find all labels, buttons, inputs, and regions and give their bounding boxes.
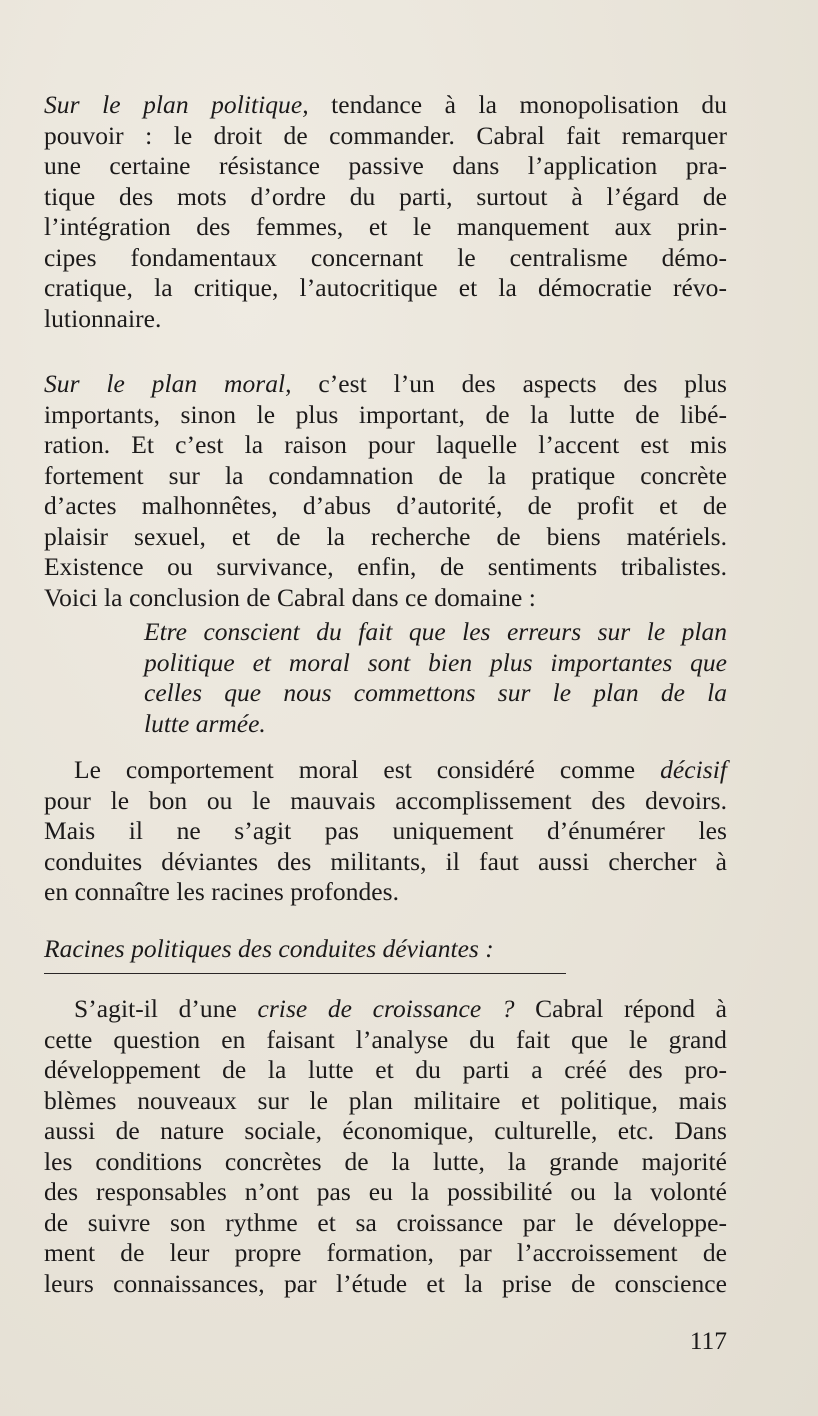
text-line: ration. Et c’est la raison pour laquelle l’accent est mis [44,430,727,459]
text-line: l’intégration des femmes, et le manquement aux prin- [44,212,727,241]
paragraph-moral [44,369,727,613]
text-line: pouvoir : le droit de commander. Cabral fait remarquer [44,120,727,150]
paragraph-growth-crisis [44,994,727,1299]
text-line: importants, sinon le plus important, de la lutte de libé- [44,399,727,429]
text-line: développement de la lutte et du parti a créé des pro- [44,1055,727,1084]
text-line: les conditions concrètes de la lutte, la grande majorité [44,1146,727,1176]
text-line: en connaître les racines profondes. [44,877,400,906]
text-line: politique et moral sont bien plus importantes que [144,647,727,677]
line-text: tendance à la monopolisation du [308,90,728,119]
text-line [44,90,727,121]
emphasis-text: crise de croissance ? [257,994,515,1023]
page-number: 117 [689,1326,727,1355]
line-text: c’est l’un des aspects des plus [291,369,727,398]
text-line [44,994,727,1025]
text-line: une certaine résistance passive dans l’application pra- [44,151,727,180]
text-line: cette question en faisant l’analyse du fait que le grand [44,1024,727,1054]
block-quote [144,617,727,739]
text-line: Existence ou survivance, enfin, de sentiments tribalistes. [44,552,727,581]
text-line: aussi de nature sociale, économique, culturelle, etc. Dans [44,1116,727,1145]
text-line: Mais il ne s’agit pas uniquement d’énumérer les [44,816,727,845]
text-line: Voici la conclusion de Cabral dans ce domaine : [44,582,536,612]
text-line: des responsables n’ont pas eu la possibilité ou la volonté [44,1177,727,1206]
text-line: lutionnaire. [44,303,162,333]
text-line: celles que nous commettons sur le plan de la [144,678,727,707]
text-line [44,755,727,786]
text-line: de suivre son rythme et sa croissance par le développe- [44,1207,727,1237]
text-line: Etre conscient du fait que les erreurs sur le plan [144,617,727,646]
text-line: fortement sur la condamnation de la pratique concrète [44,460,727,490]
text-line: plaisir sexuel, et de la recherche de biens matériels. [44,521,727,551]
line-text: Cabral répond à [514,994,727,1023]
line-text: Le comportement moral est considéré comme [74,755,661,784]
section-heading: Racines politiques des conduites déviantes : [44,934,494,963]
text-line: tique des mots d’ordre du parti, surtout à l’égard de [44,181,727,211]
text-line: pour le bon ou le mauvais accomplissement des devoirs. [44,785,727,815]
text-line: blèmes nouveaux sur le plan militaire et politique, mais [44,1085,727,1115]
text-line: conduites déviantes des militants, il faut aussi chercher à [44,846,727,876]
text-line: ment de leur propre formation, par l’accroissement de [44,1238,727,1267]
paragraph-behavior [44,755,727,908]
text-line: cratique, la critique, l’autocritique et la démocratie révo- [44,273,727,302]
text-line [44,369,727,400]
paragraph-political [44,90,727,334]
text-line: leurs connaissances, par l’étude et la prise de conscience [44,1268,727,1298]
line-text: S’agit-il d’une [74,994,258,1023]
text-line: d’actes malhonnêtes, d’abus d’autorité, de profit et de [44,491,727,520]
text-line: lutte armée. [144,708,266,738]
paragraph-lead: Sur le plan politique, [44,90,309,119]
paragraph-lead: Sur le plan moral, [44,369,292,398]
heading-underline [44,973,566,974]
emphasis-text: décisif [660,755,727,784]
text-line: cipes fondamentaux concernant le centralisme démo- [44,242,727,272]
